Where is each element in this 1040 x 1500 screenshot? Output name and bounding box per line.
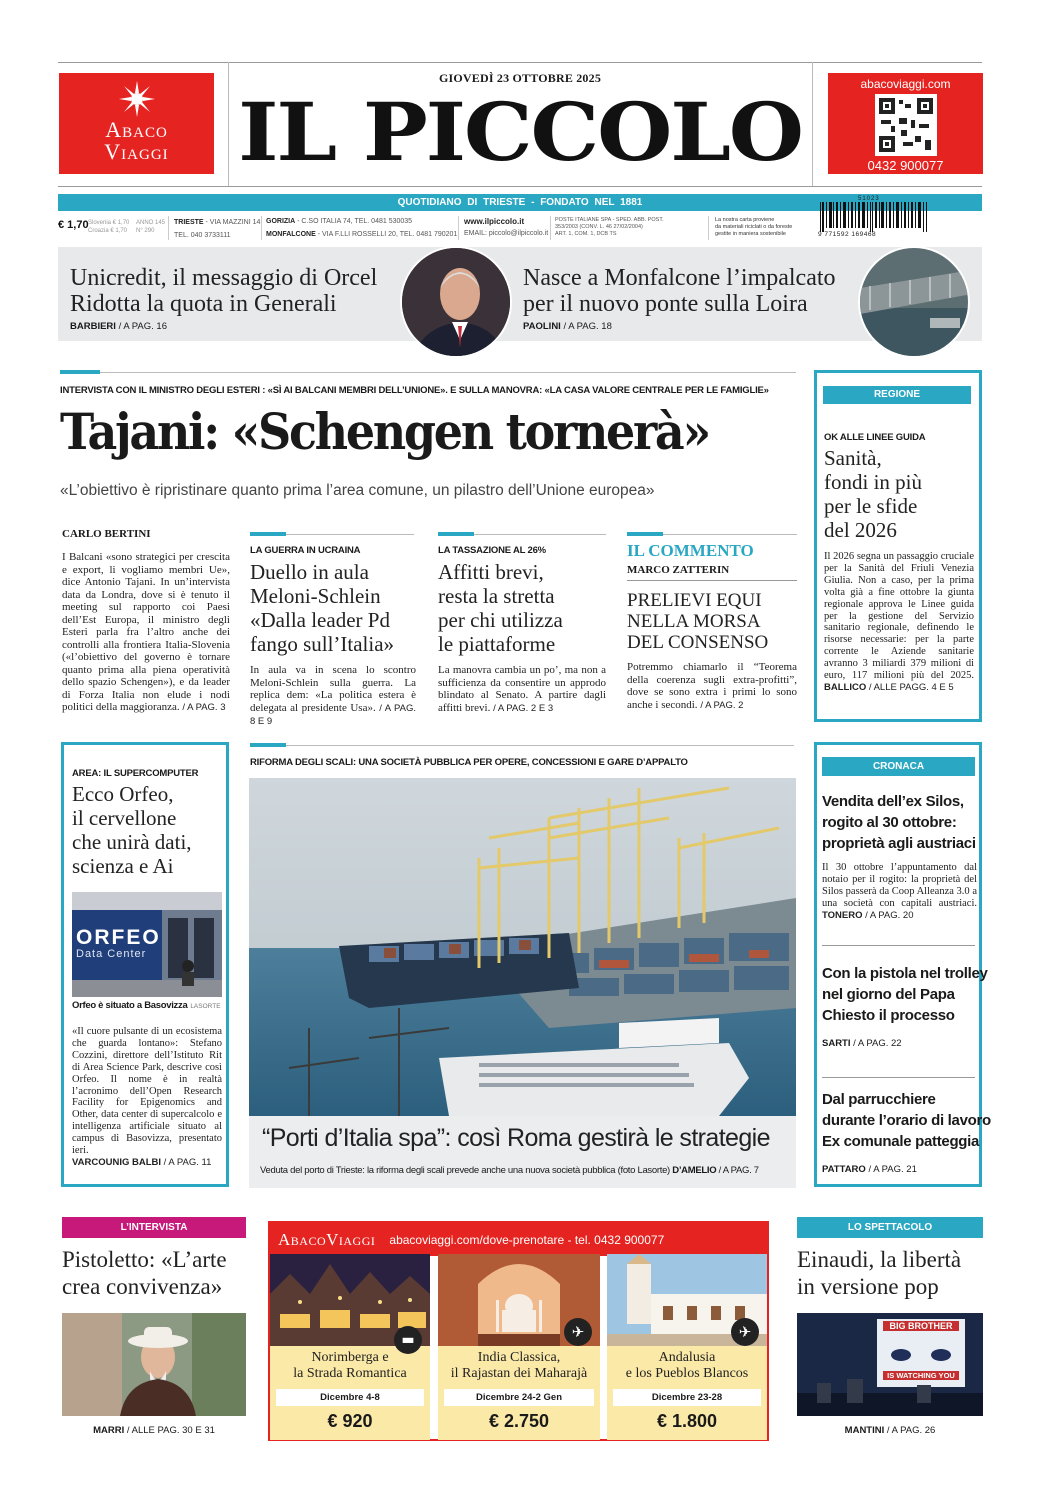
- article-commento[interactable]: [627, 541, 797, 712]
- masthead-top-rule: [58, 62, 982, 63]
- postal-info: [555, 217, 664, 238]
- trip1-t1: India Classica,: [477, 1350, 561, 1365]
- col3-kicker: LA TASSAZIONE AL 26%: [438, 545, 546, 556]
- article-pistola[interactable]: [822, 963, 988, 1049]
- cronaca-a2-ref: [822, 1038, 977, 1049]
- col4-rule-thin: [663, 534, 797, 535]
- sun-logo-icon: [117, 79, 157, 119]
- col4-h3: DEL CONSENSO: [627, 632, 769, 653]
- masthead-title: IL PICCOLO: [238, 85, 802, 179]
- cronaca-a3-ref: [822, 1164, 977, 1175]
- orfeo-img-title: ORFEO: [76, 926, 161, 949]
- article-pistoletto[interactable]: [62, 1246, 252, 1300]
- porti-caption-line: [260, 1165, 794, 1176]
- bus-icon: ▬: [394, 1326, 422, 1354]
- col3-body-text: La manovra cambia un po’, ma non a sufficienza da consentire un approdo blindato al Senato. A partire dagli affitti brevi.: [438, 664, 606, 714]
- qr-code-icon: [875, 94, 937, 156]
- tagline-text: QUOTIDIANO DI TRIESTE - FONDATO NEL 1881: [397, 197, 643, 208]
- col2-body-text: In aula va in scena lo scontro Meloni-Schlein sulla guerra. La replica dem: «La politica estera è delegata al presidente Usa».: [250, 664, 416, 714]
- ad-abaco-left[interactable]: [59, 73, 214, 174]
- orfeo-credit: LASORTE: [190, 1003, 221, 1010]
- cronaca-a2-h1: Con la pistola nel trolley: [822, 965, 988, 982]
- porti-rule-thin: [286, 745, 794, 746]
- paper-line2: da materiali riciclati o da foreste: [715, 224, 793, 230]
- porti-rule: [250, 743, 286, 747]
- col2-rule: [250, 532, 286, 536]
- col4-page: / A PAG. 2: [700, 699, 744, 711]
- trip-card-1[interactable]: [438, 1254, 600, 1440]
- barcode-icon: [818, 202, 930, 232]
- cronaca-a2-page: / A PAG. 22: [853, 1038, 902, 1049]
- intervista-ref: [62, 1425, 246, 1436]
- web-info: [464, 218, 548, 238]
- col3-page: / A PAG. 2 E 3: [493, 702, 554, 714]
- col3-rule: [438, 532, 474, 536]
- cronaca-sep2: [822, 1077, 975, 1078]
- issue-number: N° 290: [136, 228, 155, 234]
- sep4: [550, 216, 551, 240]
- sep5: [708, 216, 709, 240]
- cronaca-a1-page: / A PAG. 20: [865, 909, 914, 921]
- regione-label: REGIONE: [823, 386, 971, 404]
- paper-line1: La nostra carta proviene: [715, 217, 775, 223]
- barcode: [818, 194, 930, 242]
- postal-line3: ART. 1, COM. 1, DCB TS: [555, 231, 617, 237]
- regione-h2: fondi in più: [824, 470, 922, 494]
- cronaca-a3-page: / A PAG. 21: [868, 1164, 917, 1175]
- porti-author: D’AMELIO: [672, 1165, 717, 1176]
- cronaca-label: CRONACA: [822, 757, 975, 776]
- sep3: [458, 216, 459, 240]
- teaser1-title1: Unicredit, il messaggio di Orcel: [70, 265, 378, 291]
- trip0-price: € 920: [327, 1411, 373, 1431]
- orfeo-h4: scienza e Ai: [72, 854, 174, 878]
- teaser2-page: / A PAG. 18: [563, 321, 612, 332]
- orfeo-caption: Orfeo è situato a Basovizza: [72, 1000, 188, 1011]
- col4-h1: PRELIEVI EQUI: [627, 590, 762, 611]
- trip2-t1: Andalusia: [658, 1350, 716, 1365]
- monfalcone-label: MONFALCONE: [266, 231, 316, 238]
- teaser-unicredit[interactable]: [70, 265, 400, 332]
- article-einaudi[interactable]: [797, 1246, 987, 1300]
- year: ANNO 145: [136, 220, 166, 226]
- einaudi-sign1: BIG BROTHER: [883, 1321, 959, 1331]
- teaser2-ref: [523, 321, 853, 332]
- regione-kicker: OK ALLE LINEE GUIDA: [824, 432, 926, 443]
- cronaca-a1-body: [822, 862, 977, 922]
- cronaca-a3-author: PATTARO: [822, 1164, 866, 1175]
- trip0-t1: Norimberga e: [311, 1350, 389, 1365]
- trip-card-0[interactable]: [270, 1254, 430, 1440]
- regione-body: [824, 551, 974, 694]
- ad-bottom-header: [270, 1223, 767, 1256]
- masthead-date: GIOVEDÌ 23 OTTOBRE 2025: [438, 71, 602, 85]
- col3-rule-thin: [474, 534, 606, 535]
- orfeo-caption-line: [72, 1000, 222, 1011]
- ad-abaco-line2: Viaggi: [104, 139, 169, 164]
- porti-kicker: RIFORMA DEGLI SCALI: UNA SOCIETÀ PUBBLICA PER OPERE, CONCESSIONI E GARE D’APPALTO: [250, 757, 688, 768]
- orfeo-h1: Ecco Orfeo,: [72, 782, 174, 806]
- col2-h1: Duello in aula: [250, 560, 369, 584]
- gorizia-addr: C.SO ITALIA 74, TEL. 0481 530035: [301, 218, 413, 225]
- website-link[interactable]: www.ilpiccolo.it: [464, 217, 525, 226]
- trip-card-2[interactable]: [607, 1254, 767, 1440]
- cronaca-a2-h2: nel giorno del Papa: [822, 986, 955, 1003]
- paper-line3: gestite in maniera sostenibile: [715, 231, 786, 237]
- price-abroad: [88, 219, 129, 235]
- paper-info: [715, 217, 792, 238]
- cronaca-a2-h3: Chiesto il processo: [822, 1007, 955, 1024]
- trieste-addr: VIA MAZZINI 14: [209, 219, 261, 226]
- masthead-bottom-rule: [58, 186, 982, 187]
- barcode-number: 9 771592 169468: [818, 231, 877, 238]
- article-orfeo[interactable]: [72, 768, 222, 878]
- cronaca-a1-h3: proprietà agli austriaci: [822, 835, 976, 852]
- gorizia-label: GORIZIA: [266, 218, 296, 225]
- regione-body-text: Il 2026 segna un passaggio cruciale per la Sanità del Friuli Venezia Giulia. Non a caso, per la prima volta già a fine ottobre la giunta regionale approva le Linee guida per la gestione del Servizio sanitario regionale, definendo le risorse necessarie: per la parte corrente le Aziende sanitarie avranno 3 miliardi 379 milioni di euro, 117 milioni più del 2025.: [824, 551, 974, 682]
- lead-body: [62, 551, 230, 715]
- col4-body-text: Potremmo chiamarlo il “Teorema della coerenza sugli extra-profitti”, dove se sono extra i primi lo sono anche i secondi.: [627, 661, 797, 711]
- orfeo-h3: che unirà dati,: [72, 830, 192, 854]
- spettacolo-h2: in versione pop: [797, 1274, 939, 1299]
- ad-abaco-line1: Abaco: [105, 117, 168, 142]
- cronaca-a2-author: SARTI: [822, 1038, 851, 1049]
- trip2-t2: e los Pueblos Blancos: [625, 1366, 749, 1381]
- postal-line2: 353/2003 (CONV. L. 46 27/02/2004): [555, 224, 643, 230]
- regione-h4: del 2026: [824, 518, 897, 542]
- col2-rule-thin: [286, 534, 414, 535]
- spettacolo-page: / A PAG. 26: [886, 1425, 936, 1436]
- trip0-t2: la Strada Romantica: [293, 1366, 407, 1381]
- col2-page: / A PAG. 8 E 9: [250, 702, 417, 727]
- price-slovenia: Slovenia € 1,70: [88, 220, 130, 226]
- sep1: [168, 216, 169, 240]
- col3-body: [438, 664, 606, 715]
- ad-bottom-brand: AbacoViaggi: [278, 1229, 376, 1249]
- ad-right-site: abacoviaggi.com: [860, 77, 951, 91]
- cronaca-a1-author: TONERO: [822, 909, 863, 921]
- col4-section: IL COMMENTO: [627, 541, 754, 560]
- teaser-monfalcone[interactable]: [523, 265, 853, 332]
- teaser1-page: / A PAG. 16: [118, 321, 167, 332]
- teaser2-title2: per il nuovo ponte sulla Loira: [523, 291, 808, 317]
- porti-caption: Veduta del porto di Trieste: la riforma degli scali prevede anche una nuova società pubblica (foto Lasorte): [260, 1165, 670, 1176]
- port-photo[interactable]: [249, 778, 796, 1116]
- gorizia-office: GORIZIA - C.SO ITALIA 74, TEL. 0481 530035 MONFALCONE - VIA F.LLI ROSSELLI 20, TEL. 0481 790201: [266, 218, 458, 238]
- orfeo-author: VARCOUNIG BALBI: [72, 1156, 162, 1168]
- teaser1-author: BARBIERI: [70, 321, 116, 332]
- article-ucraina[interactable]: [250, 545, 416, 729]
- regione-h3: per le sfide: [824, 494, 918, 518]
- intervista-label: L’INTERVISTA: [62, 1217, 246, 1238]
- ad-bottom-contact: abacoviaggi.com/dove-prenotare - tel. 0432 900077: [389, 1232, 665, 1247]
- col3-h1: Affitti brevi,: [438, 560, 544, 584]
- orfeo-body-text: «Il cuore pulsante di un ecosistema che guarda lontano»: Stefano Cozzini, direttore dell’Istituto Rit di Area Science Park, descrive così Orfeo. Il nome è in realtà l’acronimo dell’Open Research Facility for Epigenomics and Other, data center di supercalcolo e intelligenza artificiale situato al campus di Basovizza, presentato ieri.: [72, 1026, 222, 1157]
- intervista-page: / ALLE PAG. 30 E 31: [126, 1425, 215, 1436]
- orfeo-page: / A PAG. 11: [163, 1156, 212, 1168]
- lead-body-text: I Balcani «sono strategici per crescita e export, li vogliamo membri Ue», dice Antonio Tajani. In un’intervista data da Londra, dove si è tenuto il meeting sul rapporto coi Paesi dell’Est Europa, il ministro degli Esteri parla fra l’altro anche dei controlli alla frontiera Italia-Slovenia («l’obiettivo del governo è tornare quanto prima alla piena operatività dello spazio Schengen»), e da leader di Forza Italia non elude i nodi politici della maggioranza.: [62, 551, 230, 713]
- trip0-date: Dicembre 4-8: [276, 1389, 424, 1406]
- person-portrait-icon: [62, 1313, 246, 1416]
- regione-author: BALLICO: [824, 681, 867, 693]
- cronaca-a3-h2: durante l’orario di lavoro: [822, 1112, 991, 1129]
- teaser2-author: PAOLINI: [523, 321, 561, 332]
- plane-icon: ✈: [731, 1318, 759, 1346]
- col2-kicker: LA GUERRA IN UCRAINA: [250, 545, 361, 556]
- trieste-label: TRIESTE: [174, 219, 204, 226]
- einaudi-sign2: IS WATCHING YOU: [883, 1371, 959, 1380]
- col4-rule: [627, 532, 663, 536]
- postal-line1: POSTE ITALIANE SPA - SPED. ABB. POST.: [555, 217, 664, 223]
- teaser1-title2: Ridotta la quota in Generali: [70, 291, 337, 317]
- teaser1-ref: [70, 321, 400, 332]
- col3-h4: le piattaforme: [438, 632, 556, 656]
- cronaca-a1-h2: rogito al 30 ottobre:: [822, 814, 957, 831]
- trieste-tel: TEL. 040 3733111: [174, 232, 231, 239]
- col2-h3: «Dalla leader Pd: [250, 608, 390, 632]
- col3-h2: resta la stretta: [438, 584, 555, 608]
- plane-icon: ✈: [564, 1318, 592, 1346]
- email-link[interactable]: EMAIL: piccolo@ilpiccolo.it: [464, 230, 549, 237]
- trip2-price: € 1.800: [656, 1411, 718, 1431]
- lead-subtitle: «L’obiettivo è ripristinare quanto prima l’area comune, un pilastro dell’Unione europea»: [60, 482, 655, 499]
- sep2: [261, 216, 262, 240]
- bridge-photo: [858, 246, 970, 358]
- porti-page: / A PAG. 7: [718, 1165, 759, 1176]
- pistoletto-photo: [62, 1313, 246, 1416]
- teaser2-title1: Nasce a Monfalcone l’impalcato: [523, 265, 836, 291]
- port-cranes-icon: [249, 778, 796, 1116]
- lead-kicker: INTERVISTA CON IL MINISTRO DEGLI ESTERI : «SÌ AI BALCANI MEMBRI DELL’UNIONE». E SULLA MANOVRA: «LA CASA VALORE CENTRALE PER LE FAMIGLIE»: [60, 385, 769, 396]
- article-parrucchiere[interactable]: [822, 1089, 991, 1175]
- porti-headline[interactable]: “Porti d’Italia spa”: così Roma gestirà le strategie: [262, 1124, 770, 1152]
- monfalcone-office: MONFALCONE - VIA F.LLI ROSSELLI 20, TEL. 0481 790201: [266, 231, 458, 238]
- ad-right-phone: 0432 900077: [867, 158, 944, 173]
- orcel-photo: [400, 246, 512, 358]
- orfeo-h2: il cervellone: [72, 806, 177, 830]
- person-portrait-icon: [402, 248, 512, 358]
- barcode-top: 51023: [858, 196, 880, 202]
- monfalcone-addr: VIA F.LLI ROSSELLI 20, TEL. 0481 790201: [322, 231, 458, 238]
- col3-h3: per chi utilizza: [438, 608, 563, 632]
- spettacolo-label: LO SPETTACOLO: [797, 1217, 983, 1238]
- einaudi-photo: [797, 1313, 983, 1416]
- trieste-office: TRIESTE - VIA MAZZINI 14 TEL. 040 3733111: [174, 219, 261, 239]
- orfeo-img-sub: Data Center: [76, 948, 147, 960]
- col2-h2: Meloni-Schlein: [250, 584, 381, 608]
- orfeo-kicker: AREA: IL SUPERCOMPUTER: [72, 768, 199, 779]
- regione-page: / ALLE PAGG. 4 E 5: [868, 681, 954, 693]
- trip1-t2: il Rajastan dei Maharajà: [450, 1366, 588, 1381]
- lead-author: CARLO BERTINI: [62, 528, 151, 540]
- col4-body: [627, 661, 797, 712]
- orfeo-photo: [72, 892, 222, 997]
- lead-rule: [60, 370, 100, 374]
- article-affitti[interactable]: [438, 545, 606, 715]
- orfeo-ref: [72, 1157, 222, 1169]
- article-sanita[interactable]: [824, 432, 974, 694]
- spettacolo-author: MANTINI: [844, 1425, 885, 1436]
- intervista-h2: crea convivenza»: [62, 1274, 223, 1299]
- price-croazia: Croazia € 1,70: [88, 228, 128, 234]
- lead-rule-thin: [100, 372, 796, 373]
- col2-body: [250, 664, 416, 729]
- cronaca-a1-h1: Vendita dell’ex Silos,: [822, 793, 964, 810]
- issue-info: [136, 219, 165, 235]
- col4-author: MARCO ZATTERIN: [627, 564, 797, 581]
- col4-h2: NELLA MORSA: [627, 611, 761, 632]
- trip2-date: Dicembre 23-28: [613, 1389, 761, 1406]
- spettacolo-ref: [797, 1425, 983, 1436]
- intervista-h1: Pistoletto: «L’arte: [62, 1247, 227, 1272]
- cronaca-a3-h1: Dal parrucchiere: [822, 1091, 936, 1108]
- col2-h4: fango sull’Italia»: [250, 632, 395, 656]
- cronaca-sep1: [822, 945, 975, 946]
- ad-abaco-right[interactable]: [828, 73, 983, 174]
- trip1-price: € 2.750: [488, 1411, 550, 1431]
- regione-h1: Sanità,: [824, 446, 882, 470]
- price: € 1,70: [58, 219, 89, 231]
- bridge-deck-icon: [860, 248, 970, 358]
- spettacolo-h1: Einaudi, la libertà: [797, 1247, 962, 1272]
- lead-page: / A PAG. 3: [182, 702, 226, 713]
- lead-headline[interactable]: Tajani: «Schengen tornerà»: [60, 402, 709, 461]
- intervista-author: MARRI: [93, 1425, 125, 1436]
- article-silos[interactable]: [822, 791, 977, 922]
- cronaca-a1-text: Il 30 ottobre l’appuntamento dal notaio per il rogito: la proprietà del Silos passerà da Coop Alleanza 3.0 a una società con capitali austriaci.: [822, 862, 977, 909]
- cronaca-a3-h3: Ex comunale patteggia: [822, 1133, 980, 1150]
- trip1-date: Dicembre 24-2 Gen: [444, 1389, 594, 1406]
- orfeo-body: [72, 1026, 222, 1169]
